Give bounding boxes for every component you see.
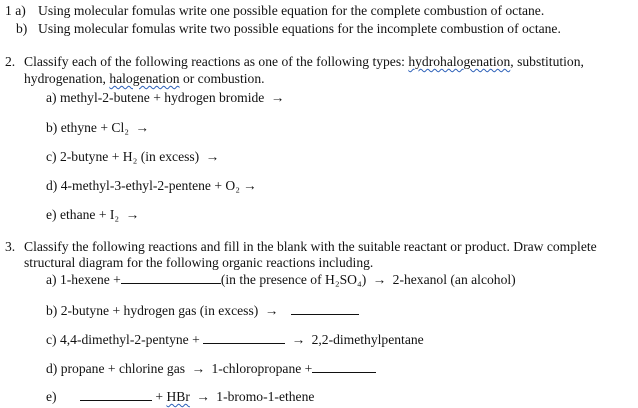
q2-item-a-arrow: → <box>270 90 285 105</box>
q3-item-d-blank <box>312 360 376 373</box>
q3-item-a-post: 2-hexanol (an alcohol) <box>392 272 516 287</box>
q3-item-e-plus: + <box>155 389 164 404</box>
q3-item-e-hbr: HBr <box>166 389 190 404</box>
q3-item-a <box>46 271 516 288</box>
q1a-text: Using molecular fomulas write one possible equation for the complete combustion of octane. <box>38 3 545 18</box>
q3-item-e <box>46 388 314 405</box>
q3-item-d-pre: propane + chlorine gas <box>60 361 186 376</box>
q3-item-a-blank <box>121 271 221 284</box>
q2-intro-part2: , substitution, <box>510 54 584 69</box>
q3-item-a-label: a) <box>46 272 57 287</box>
q3-item-c-pre: 4,4-dimethyl-2-pentyne + <box>59 332 200 347</box>
q2-item-c <box>46 149 222 165</box>
q3-item-d-post: 1-chloropropane + <box>211 361 313 376</box>
q2-type-halogenation: halogenation <box>109 71 180 86</box>
q1b-text: Using molecular fomulas write two possible equations for the incomplete combustion of octane. <box>38 21 561 36</box>
q2-item-a-text: methyl-2-butene + hydrogen bromide <box>59 90 265 105</box>
q3-item-d-label: d) <box>46 361 58 376</box>
q3-item-b <box>46 302 359 319</box>
q2-item-c-arrow: → <box>205 149 220 164</box>
q3-item-b-pre: 2-butyne + hydrogen gas (in excess) <box>60 303 259 318</box>
q3-item-c-post: 2,2-dimethylpentane <box>311 332 424 347</box>
q3-number: 3. <box>5 239 16 254</box>
q2-intro-line2 <box>24 71 265 87</box>
q3-item-b-blank <box>291 302 359 315</box>
q2-item-e-label: e) <box>46 207 57 222</box>
q2-intro-part1: Classify each of the following reactions as one of the following types: <box>24 54 405 69</box>
q2-item-d-label: d) <box>46 178 58 193</box>
q3-item-d <box>46 360 376 377</box>
q2-item-c-label: c) <box>46 149 57 164</box>
q3-item-c-arrow: → <box>291 332 306 347</box>
q3-item-a-arrow: → <box>372 272 387 287</box>
q3-item-e-post: 1-bromo-1-ethene <box>216 389 315 404</box>
q2-item-b-arrow: → <box>135 120 150 135</box>
q3-intro-line2: structural diagram for the following organic reactions including. <box>24 255 374 270</box>
q3-item-d-arrow: → <box>191 361 206 376</box>
q3-item-c <box>46 331 424 348</box>
q2-item-b-label: b) <box>46 120 58 135</box>
q2-type-hydrohalogenation: hydrohalogenation <box>408 54 511 69</box>
q3-item-c-label: c) <box>46 332 57 347</box>
q2-number: 2. <box>5 54 16 69</box>
q2-item-d <box>46 178 260 194</box>
q3-item-e-arrow: → <box>196 389 210 404</box>
q3-intro-line1: Classify the following reactions and fill in the blank with the suitable reactant or product. Draw complete <box>24 239 597 254</box>
q2-intro-line2-part2: or combustion. <box>182 71 265 86</box>
q3-item-e-label: e) <box>46 389 57 404</box>
q2-item-e <box>46 207 142 223</box>
q2-item-a <box>46 90 287 106</box>
q1a-number: 1 a) <box>5 3 26 18</box>
q2-item-b-text: ethyne + Cl₂ <box>60 120 130 135</box>
q2-item-d-arrow: → <box>242 178 257 193</box>
q2-intro-line2-part1: hydrogenation, <box>24 71 106 86</box>
q2-item-c-text: 2-butyne + H₂ (in excess) <box>59 149 200 164</box>
q2-item-e-text: ethane + I₂ <box>59 207 120 222</box>
q3-item-e-blank <box>80 388 152 401</box>
q3-item-b-arrow: → <box>264 303 279 318</box>
q3-item-b-label: b) <box>46 303 58 318</box>
q2-intro-line1 <box>24 54 584 70</box>
q2-item-b <box>46 120 152 136</box>
q1b-number: b) <box>16 21 28 36</box>
q3-item-c-blank <box>203 331 285 344</box>
q2-item-a-label: a) <box>46 90 57 105</box>
q2-item-e-arrow: → <box>125 207 140 222</box>
q3-item-a-mid: (in the presence of H₂SO₄) <box>220 272 367 287</box>
q2-item-d-text: 4-methyl-3-ethyl-2-pentene + O₂ <box>60 178 240 193</box>
q3-item-a-pre: 1-hexene + <box>59 272 121 287</box>
